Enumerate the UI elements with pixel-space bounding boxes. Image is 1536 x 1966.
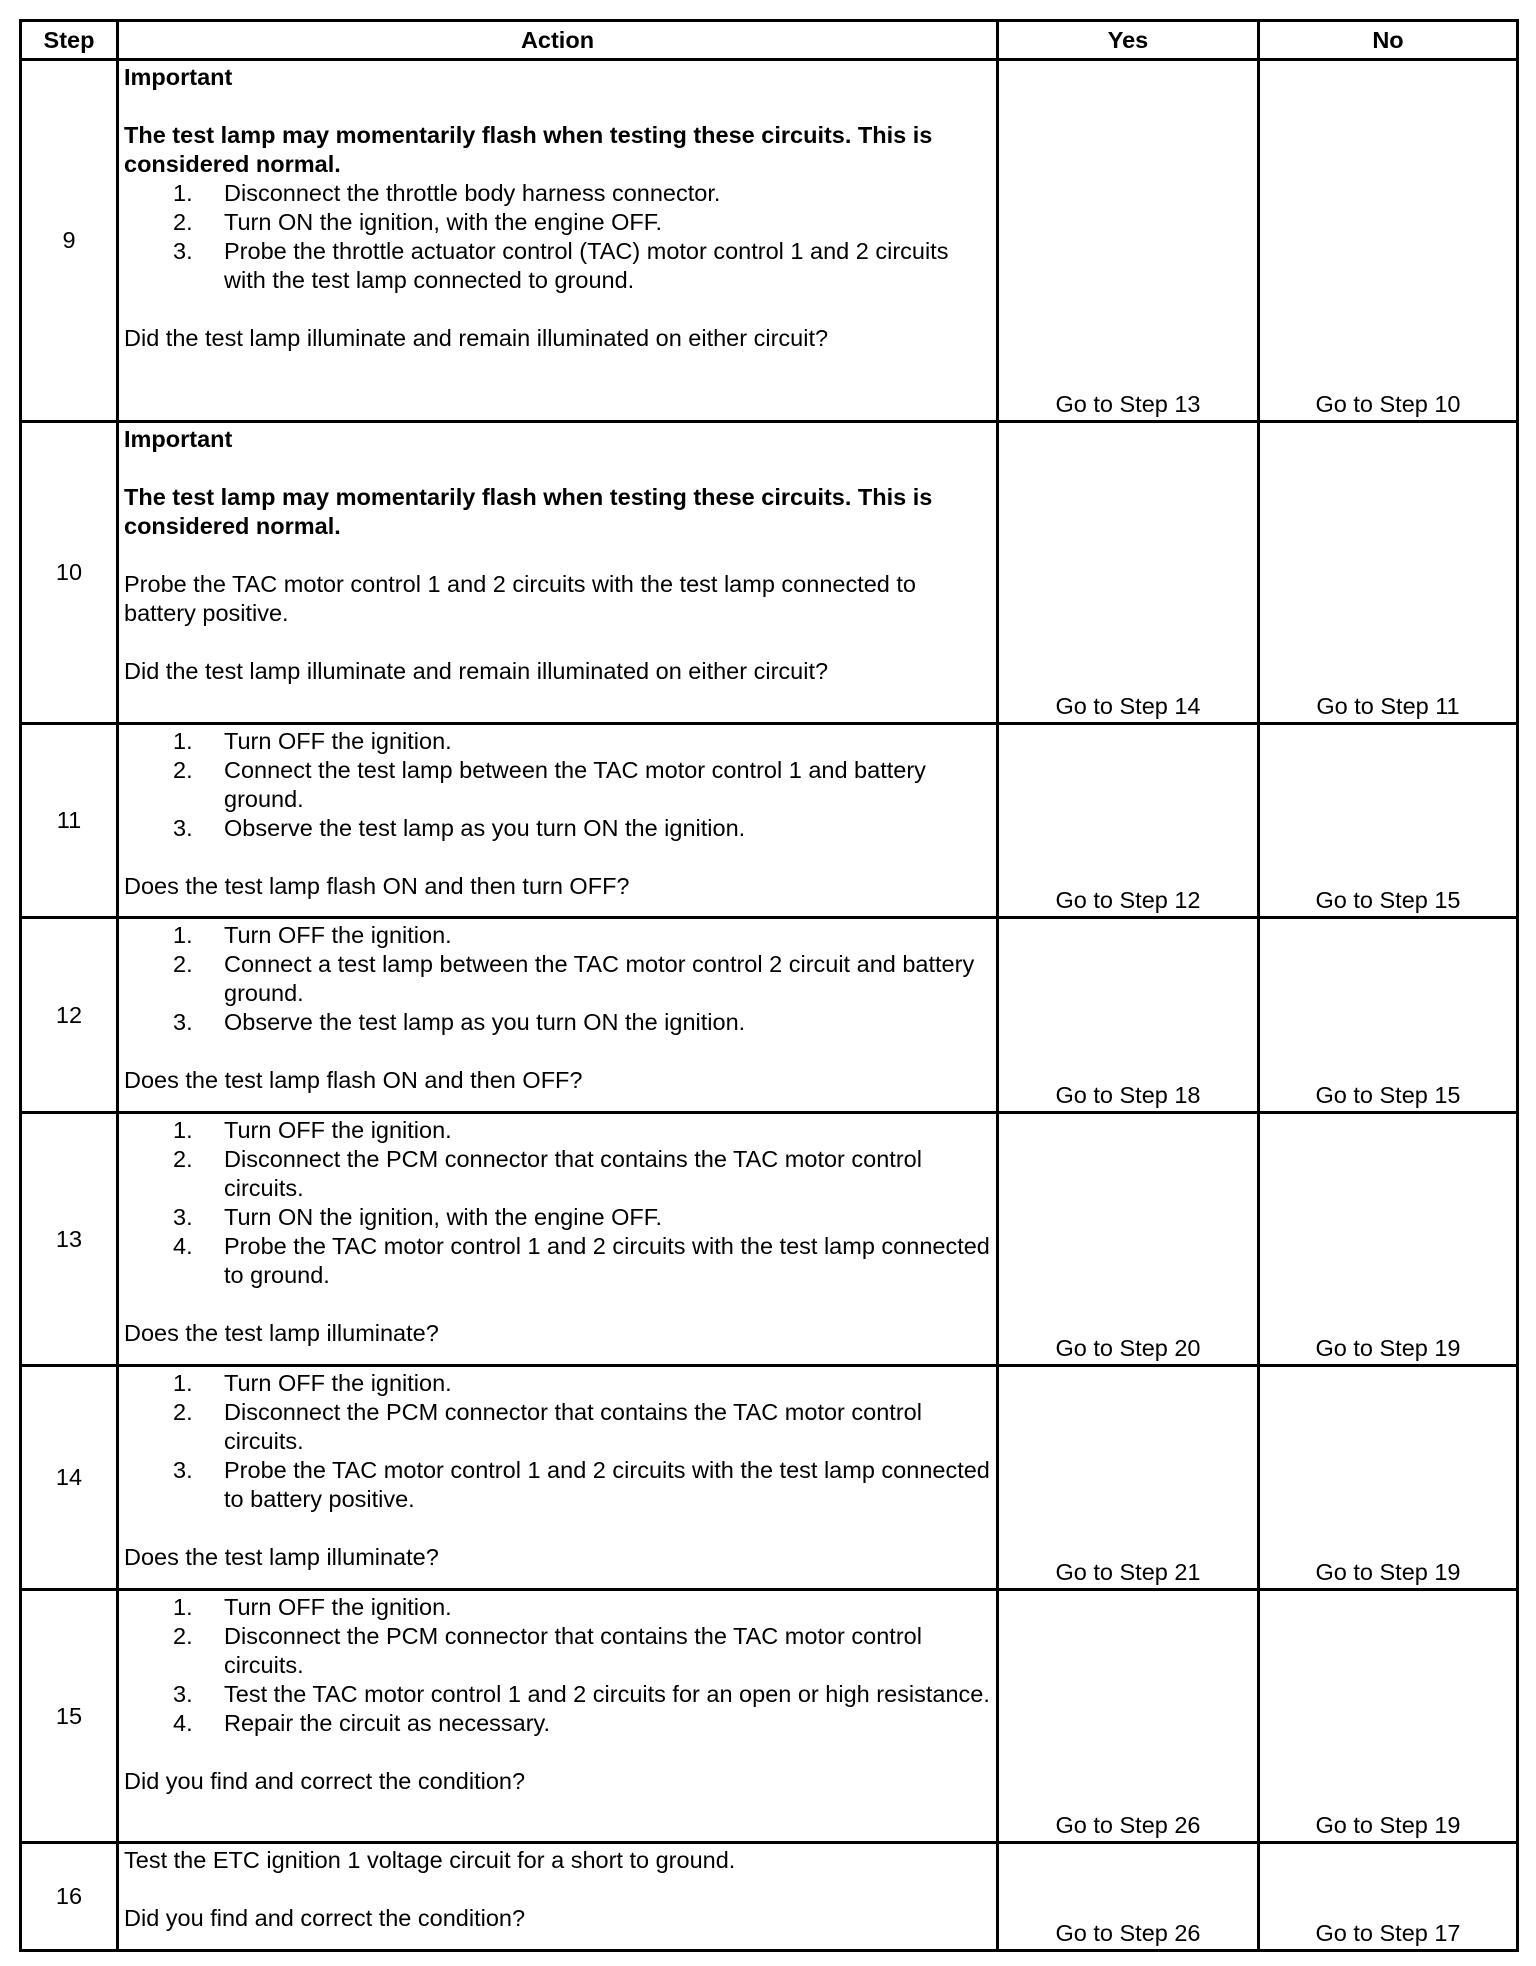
item-number: 3. <box>173 238 193 264</box>
step-number: 15 <box>21 1590 118 1843</box>
no-result: Go to Step 19 <box>1259 1113 1518 1366</box>
action-text: Probe the TAC motor control 1 and 2 circuits with the test lamp connected to battery positive. <box>124 571 917 626</box>
list-item <box>173 756 990 814</box>
list-item <box>173 1593 990 1622</box>
step-number: 12 <box>21 918 118 1113</box>
item-text: Disconnect the PCM connector that contains the TAC motor control circuits. <box>224 1399 922 1454</box>
list-item <box>173 921 990 950</box>
list-item <box>173 208 990 237</box>
item-text: Probe the throttle actuator control (TAC) motor control 1 and 2 circuits with the test lamp connected to ground. <box>224 238 949 293</box>
item-text: Observe the test lamp as you turn ON the ignition. <box>224 1009 746 1035</box>
item-text: Connect a test lamp between the TAC motor control 2 circuit and battery ground. <box>224 951 975 1006</box>
step-number: 9 <box>21 60 118 422</box>
no-result: Go to Step 15 <box>1259 724 1518 918</box>
table-row <box>21 1366 1518 1590</box>
item-number: 2. <box>173 1146 193 1172</box>
list-item <box>173 237 990 295</box>
item-number: 1. <box>173 1370 193 1396</box>
item-text: Observe the test lamp as you turn ON the ignition. <box>224 815 746 841</box>
action-list <box>124 1369 990 1514</box>
item-number: 3. <box>173 815 193 841</box>
question-text: Does the test lamp illuminate? <box>124 1544 439 1570</box>
step-number: 16 <box>21 1843 118 1951</box>
question-text: Does the test lamp flash ON and then OFF? <box>124 1067 583 1093</box>
list-item <box>173 1232 990 1290</box>
item-text: Turn OFF the ignition. <box>224 1594 452 1620</box>
item-number: 2. <box>173 757 193 783</box>
header-no: No <box>1259 21 1518 60</box>
item-text: Repair the circuit as necessary. <box>224 1710 551 1736</box>
item-number: 1. <box>173 922 193 948</box>
item-text: Turn OFF the ignition. <box>224 1370 452 1396</box>
yes-result: Go to Step 13 <box>998 60 1259 422</box>
no-result: Go to Step 15 <box>1259 918 1518 1113</box>
question-text: Does the test lamp illuminate? <box>124 1320 439 1346</box>
action-cell <box>118 724 998 918</box>
item-text: Turn OFF the ignition. <box>224 728 452 754</box>
header-action: Action <box>118 21 998 60</box>
table-row <box>21 1590 1518 1843</box>
action-cell <box>118 60 998 422</box>
question-text: Did the test lamp illuminate and remain illuminated on either circuit? <box>124 325 829 351</box>
action-cell <box>118 1843 998 1951</box>
list-item <box>173 1456 990 1514</box>
item-number: 3. <box>173 1009 193 1035</box>
item-number: 2. <box>173 951 193 977</box>
item-text: Connect the test lamp between the TAC motor control 1 and battery ground. <box>224 757 926 812</box>
item-text: Turn OFF the ignition. <box>224 1117 452 1143</box>
item-text: Turn ON the ignition, with the engine OFF. <box>224 1204 663 1230</box>
item-number: 3. <box>173 1457 193 1483</box>
list-item <box>173 1398 990 1456</box>
item-text: Disconnect the PCM connector that contains the TAC motor control circuits. <box>224 1623 922 1678</box>
table-row <box>21 918 1518 1113</box>
important-note: The test lamp may momentarily flash when testing these circuits. This is considered normal. <box>124 484 933 539</box>
list-item <box>173 1008 990 1037</box>
list-item <box>173 1680 990 1709</box>
list-item <box>173 1145 990 1203</box>
action-list <box>124 1593 990 1738</box>
item-number: 2. <box>173 1399 193 1425</box>
action-text: Test the ETC ignition 1 voltage circuit for a short to ground. <box>124 1847 736 1873</box>
action-cell <box>118 1113 998 1366</box>
item-number: 3. <box>173 1681 193 1707</box>
list-item <box>173 1116 990 1145</box>
action-list <box>124 727 990 843</box>
no-result: Go to Step 10 <box>1259 60 1518 422</box>
step-number: 14 <box>21 1366 118 1590</box>
item-number: 1. <box>173 180 193 206</box>
item-text: Turn ON the ignition, with the engine OFF. <box>224 209 663 235</box>
important-label: Important <box>124 426 233 452</box>
step-number: 10 <box>21 422 118 724</box>
no-result: Go to Step 17 <box>1259 1843 1518 1951</box>
action-cell <box>118 422 998 724</box>
step-number: 11 <box>21 724 118 918</box>
question-text: Did the test lamp illuminate and remain illuminated on either circuit? <box>124 658 829 684</box>
no-result: Go to Step 11 <box>1259 422 1518 724</box>
list-item <box>173 727 990 756</box>
important-label: Important <box>124 64 233 90</box>
item-number: 2. <box>173 1623 193 1649</box>
item-number: 1. <box>173 1117 193 1143</box>
table-row <box>21 1113 1518 1366</box>
yes-result: Go to Step 20 <box>998 1113 1259 1366</box>
table-row <box>21 1843 1518 1951</box>
list-item <box>173 1622 990 1680</box>
item-number: 1. <box>173 728 193 754</box>
item-text: Disconnect the throttle body harness connector. <box>224 180 721 206</box>
list-item <box>173 1203 990 1232</box>
item-number: 1. <box>173 1594 193 1620</box>
question-text: Did you find and correct the condition? <box>124 1905 526 1931</box>
list-item <box>173 179 990 208</box>
yes-result: Go to Step 21 <box>998 1366 1259 1590</box>
question-text: Did you find and correct the condition? <box>124 1768 526 1794</box>
yes-result: Go to Step 26 <box>998 1590 1259 1843</box>
action-list <box>124 1116 990 1290</box>
yes-result: Go to Step 26 <box>998 1843 1259 1951</box>
item-number: 4. <box>173 1710 193 1736</box>
item-text: Probe the TAC motor control 1 and 2 circuits with the test lamp connected to battery positive. <box>224 1457 990 1512</box>
action-cell <box>118 918 998 1113</box>
header-yes: Yes <box>998 21 1259 60</box>
item-text: Probe the TAC motor control 1 and 2 circuits with the test lamp connected to ground. <box>224 1233 990 1288</box>
table-row <box>21 60 1518 422</box>
header-step: Step <box>21 21 118 60</box>
item-number: 2. <box>173 209 193 235</box>
step-number: 13 <box>21 1113 118 1366</box>
no-result: Go to Step 19 <box>1259 1590 1518 1843</box>
item-text: Disconnect the PCM connector that contains the TAC motor control circuits. <box>224 1146 922 1201</box>
list-item <box>173 1709 990 1738</box>
yes-result: Go to Step 14 <box>998 422 1259 724</box>
list-item <box>173 950 990 1008</box>
item-number: 3. <box>173 1204 193 1230</box>
list-item <box>173 1369 990 1398</box>
list-item <box>173 814 990 843</box>
action-cell <box>118 1590 998 1843</box>
no-result: Go to Step 19 <box>1259 1366 1518 1590</box>
yes-result: Go to Step 12 <box>998 724 1259 918</box>
table-row <box>21 422 1518 724</box>
item-text: Test the TAC motor control 1 and 2 circuits for an open or high resistance. <box>224 1681 990 1707</box>
important-note: The test lamp may momentarily flash when testing these circuits. This is considered normal. <box>124 122 933 177</box>
action-list <box>124 921 990 1037</box>
table-row <box>21 724 1518 918</box>
action-cell <box>118 1366 998 1590</box>
header-row <box>21 21 1518 60</box>
diagnostic-table <box>19 19 1519 1952</box>
item-text: Turn OFF the ignition. <box>224 922 452 948</box>
item-number: 4. <box>173 1233 193 1259</box>
question-text: Does the test lamp flash ON and then turn OFF? <box>124 873 630 899</box>
action-list <box>124 179 990 295</box>
yes-result: Go to Step 18 <box>998 918 1259 1113</box>
